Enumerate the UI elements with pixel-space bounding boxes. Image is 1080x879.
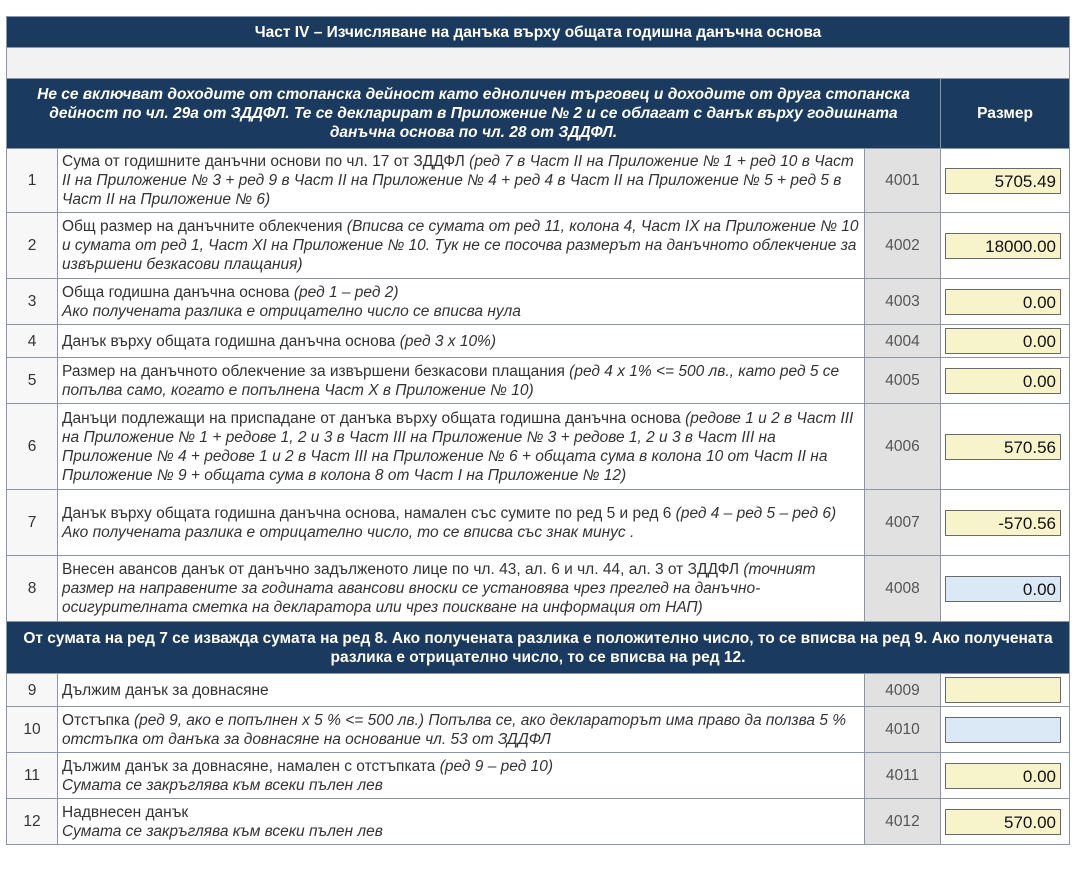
value-field-4011[interactable]: 0.00: [945, 763, 1061, 789]
table-row: [7, 674, 1070, 707]
value-field-4008[interactable]: 0.00: [945, 576, 1061, 602]
row-number: 7: [7, 490, 58, 556]
row-number: 5: [7, 358, 58, 404]
row-number: 1: [7, 149, 58, 213]
row-number: 3: [7, 279, 58, 325]
calculation-note: От сумата на ред 7 се изважда сумата на ред 8. Ако получената разлика е положително число, то се вписва на ред 9. Ако получената разлика е отрицателно число, то се вписва на ред 12.: [7, 622, 1070, 674]
value-field-4002[interactable]: 18000.00: [945, 233, 1061, 259]
row-description: Обща годишна данъчна основа (ред 1 – ред 2) Ако получената разлика е отрицателно число се вписва нула: [58, 279, 865, 325]
row-code: 4009: [865, 674, 941, 707]
size-column-header: Размер: [941, 79, 1070, 149]
row-description: Размер на данъчното облекчение за извършени безкасови плащания (ред 4 x 1% <= 500 лв., като ред 5 се попълва само, когато е попълнена Част X в Приложение № 10): [58, 358, 865, 404]
row-number: 2: [7, 213, 58, 279]
table-row: [7, 490, 1070, 556]
value-field-4009[interactable]: [945, 677, 1061, 703]
row-description: Общ размер на данъчните облекчения (Вписва се сумата от ред 11, колона 4, Част IX на Приложение № 10 и сумата от ред 1, Част XI на Приложение № 10. Тук не се посочва размерът на данъчното облекчение за извършени безкасови плащания): [58, 213, 865, 279]
value-field-4012[interactable]: 570.00: [945, 809, 1061, 835]
row-description: Дължим данък за довнасяне, намален с отстъпката (ред 9 – ред 10) Сумата се закръглява към всеки пълен лев: [58, 753, 865, 799]
table-row: [7, 404, 1070, 490]
row-number: 6: [7, 404, 58, 490]
value-field-4005[interactable]: 0.00: [945, 368, 1061, 394]
row-code: 4008: [865, 556, 941, 622]
table-row: [7, 556, 1070, 622]
value-field-4007[interactable]: -570.56: [945, 510, 1061, 536]
table-row: [7, 325, 1070, 358]
row-number: 10: [7, 707, 58, 753]
row-number: 11: [7, 753, 58, 799]
row-number: 9: [7, 674, 58, 707]
row-description: Отстъпка (ред 9, ако е попълнен x 5 % <= 500 лв.) Попълва се, ако декларатoрът има право да ползва 5 % отстъпка от данъка за довнасяне на основание чл. 53 от ЗДДФЛ: [58, 707, 865, 753]
table-row: [7, 213, 1070, 279]
row-description: Данък върху общата годишна данъчна основа (ред 3 x 10%): [58, 325, 865, 358]
row-code: 4012: [865, 799, 941, 845]
intro-text: Не се включват доходите от стопанска дейност като едноличен търговец и доходите от друга стопанска дейност по чл. 29а от ЗДДФЛ. Те се декларират в Приложение № 2 и се облагат с данък върху годишната данъчна основа по чл. 28 от ЗДДФЛ.: [7, 79, 941, 149]
row-code: 4003: [865, 279, 941, 325]
section-title: Част IV – Изчисляване на данъка върху общата годишна данъчна основа: [7, 17, 1070, 48]
row-description: Данъци подлежащи на приспадане от данъка върху общата годишна данъчна основа (редове 1 и 2 в Част III на Приложение № 1 + редове 1, 2 и 3 в Част III на Приложение № 3 + редове 1, 2 и 3 в Част III на Приложение № 4 + редове 1 и 2 в Част III на Приложение № 6 + общата сума в колона 10 от Част II на Приложение № 9 + общата сума в колона 8 от Част I на Приложение № 12): [58, 404, 865, 490]
table-row: [7, 279, 1070, 325]
row-number: 4: [7, 325, 58, 358]
row-number: 8: [7, 556, 58, 622]
row-code: 4004: [865, 325, 941, 358]
row-description: Дължим данък за довнасяне: [58, 674, 865, 707]
table-row: [7, 799, 1070, 845]
table-row: [7, 753, 1070, 799]
row-description: Надвнесен данък Сумата се закръглява към всеки пълен лев: [58, 799, 865, 845]
table-row: [7, 149, 1070, 213]
value-field-4006[interactable]: 570.56: [945, 434, 1061, 460]
value-field-4004[interactable]: 0.00: [945, 328, 1061, 354]
table-row: [7, 358, 1070, 404]
value-field-4010[interactable]: [945, 717, 1061, 743]
row-number: 12: [7, 799, 58, 845]
row-code: 4006: [865, 404, 941, 490]
row-code: 4005: [865, 358, 941, 404]
row-code: 4010: [865, 707, 941, 753]
row-code: 4011: [865, 753, 941, 799]
value-field-4001[interactable]: 5705.49: [945, 168, 1061, 194]
table-row: [7, 707, 1070, 753]
row-code: 4001: [865, 149, 941, 213]
spacer-row: [7, 48, 1070, 79]
row-description: Внесен авансов данък от данъчно задълженото лице по чл. 43, ал. 6 и чл. 44, ал. 3 от ЗДДФЛ (точният размер на направените за годината авансови вноски се установява чрез преглед на данъчно-осигурителната сметка на декларатора или чрез поискване на информация от НАП): [58, 556, 865, 622]
row-code: 4002: [865, 213, 941, 279]
part-iv-form: [6, 16, 1069, 845]
row-code: 4007: [865, 490, 941, 556]
calculation-table: [6, 16, 1070, 845]
row-description: Сума от годишните данъчни основи по чл. 17 от ЗДДФЛ (ред 7 в Част II на Приложение № 1 + ред 10 в Част II на Приложение № 3 + ред 9 в Част II на Приложение № 4 + ред 4 в Част II на Приложение № 5 + ред 5 в Част II на Приложение № 6): [58, 149, 865, 213]
value-field-4003[interactable]: 0.00: [945, 289, 1061, 315]
row-description: Данък върху общата годишна данъчна основа, намален със сумите по ред 5 и ред 6 (ред 4 – ред 5 – ред 6) Ако получената разлика е отрицателно число, то се вписва със знак минус .: [58, 490, 865, 556]
